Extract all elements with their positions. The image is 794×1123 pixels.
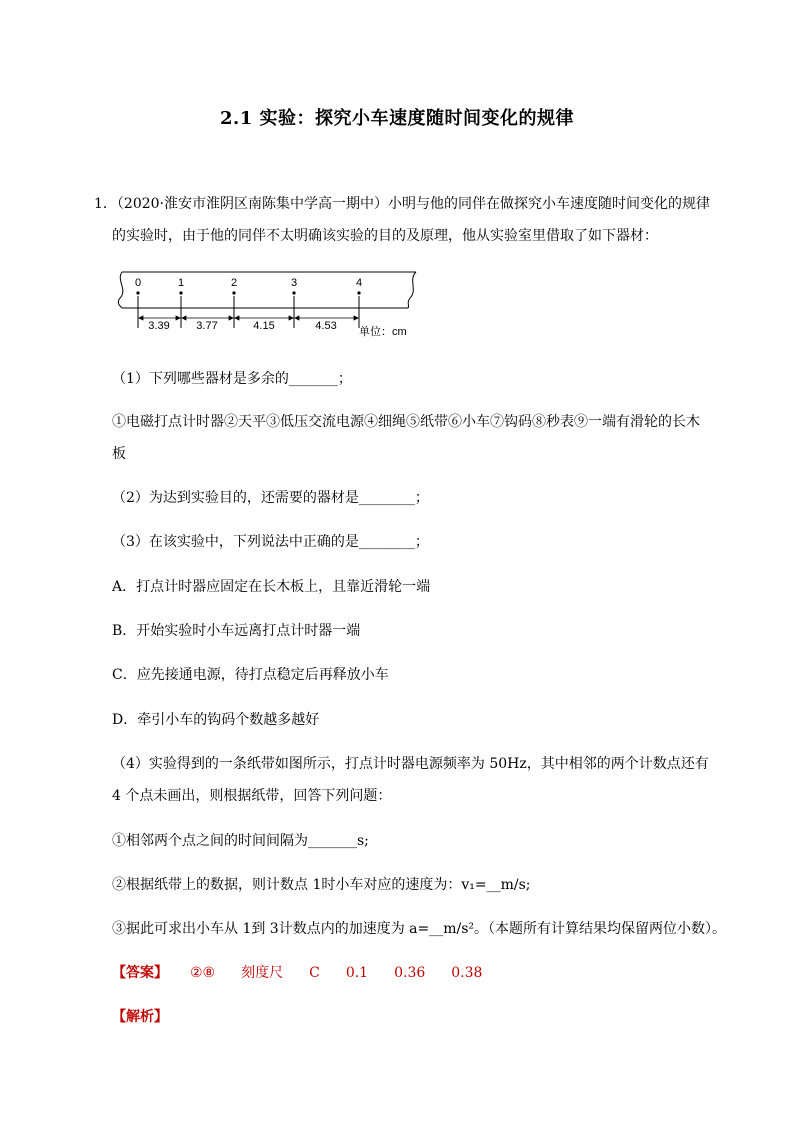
- tape-distance-0-1: 3.39: [148, 320, 170, 332]
- tape-point-label-0: 0: [134, 277, 142, 289]
- paper-tape-outline: [118, 272, 416, 308]
- equipment-list-line2: 板: [112, 446, 126, 462]
- sub-question-2: （2）为达到实验目的，还需要的器材是________；: [112, 490, 429, 506]
- sub-question-4-part3: ③据此可求出小车从 1到 3计数点内的加速度为 a=__m/s²。（本题所有计算结果均保留两位小数）。: [112, 921, 727, 937]
- tape-point-label-2: 2: [230, 277, 238, 289]
- question-number: 1．: [94, 196, 117, 212]
- sub-question-3: （3）在该实验中，下列说法中正确的是________；: [112, 534, 429, 550]
- page-title: 2.1 实验：探究小车速度随时间变化的规律: [219, 108, 575, 129]
- analysis-label: 【解析】: [112, 1009, 168, 1025]
- sub-question-4-part2: ②根据纸带上的数据，则计数点 1时小车对应的速度为：v₁=__m/s;: [112, 877, 531, 893]
- answer-value-6: 0.38: [451, 965, 483, 981]
- tape-point-label-3: 3: [290, 277, 298, 289]
- answer-label: 【答案】: [112, 965, 168, 981]
- tape-dots: [136, 291, 360, 294]
- tape-dot-4: [357, 291, 360, 294]
- answer-value-3: C: [309, 965, 320, 981]
- tape-unit-label: 单位：cm: [359, 326, 407, 338]
- tape-dot-1: [179, 291, 182, 294]
- answer-value-5: 0.36: [394, 965, 426, 981]
- sub-question-4-line1: （4）实验得到的一条纸带如图所示，打点计时器电源频率为 50Hz，其中相邻的两个计数点还有: [112, 756, 709, 772]
- question-intro-line2: 的实验时，由于他的同伴不太明确该实验的目的及原理，他从实验室里借取了如下器材：: [112, 228, 658, 244]
- tape-dot-0: [136, 291, 139, 294]
- tape-distance-2-3: 4.15: [253, 320, 275, 332]
- sub-question-1: （1）下列哪些器材是多余的_______；: [112, 371, 352, 387]
- tape-point-label-4: 4: [355, 277, 363, 289]
- answer-value-4: 0.1: [345, 965, 369, 981]
- option-c: C．应先接通电源，待打点稳定后再释放小车: [112, 667, 389, 683]
- option-b: B．开始实验时小车远离打点计时器一端: [112, 623, 361, 639]
- answer-line: [112, 962, 482, 982]
- option-d: D．牵引小车的钩码个数越多越好: [112, 712, 320, 728]
- question-intro-text: （2020·淮安市淮阴区南陈集中学高一期中）小明与他的同伴在做探究小车速度随时间变化的规律: [116, 196, 710, 212]
- sub-question-4-line2: 4 个点未画出，则根据纸带，回答下列问题：: [112, 788, 392, 804]
- tape-distance-1-2: 3.77: [196, 320, 218, 332]
- paper-tape-figure: [112, 268, 422, 340]
- option-a: A．打点计时器应固定在长木板上，且靠近滑轮一端: [112, 579, 431, 595]
- answer-value-1: ②⑧: [190, 965, 216, 981]
- sub-question-4-part1: ①相邻两个点之间的时间间隔为_______s;: [112, 833, 369, 849]
- answer-value-2: 刻度尺: [241, 965, 284, 981]
- tape-distance-3-4: 4.53: [315, 320, 337, 332]
- tape-point-label-1: 1: [177, 277, 185, 289]
- question-intro-line1: [94, 193, 710, 213]
- equipment-list-line1: ①电磁打点计时器②天平③低压交流电源④细绳⑤纸带⑥小车⑦钩码⑧秒表⑨一端有滑轮的长木: [112, 414, 700, 430]
- tape-dot-3: [292, 291, 295, 294]
- tape-dot-2: [232, 291, 235, 294]
